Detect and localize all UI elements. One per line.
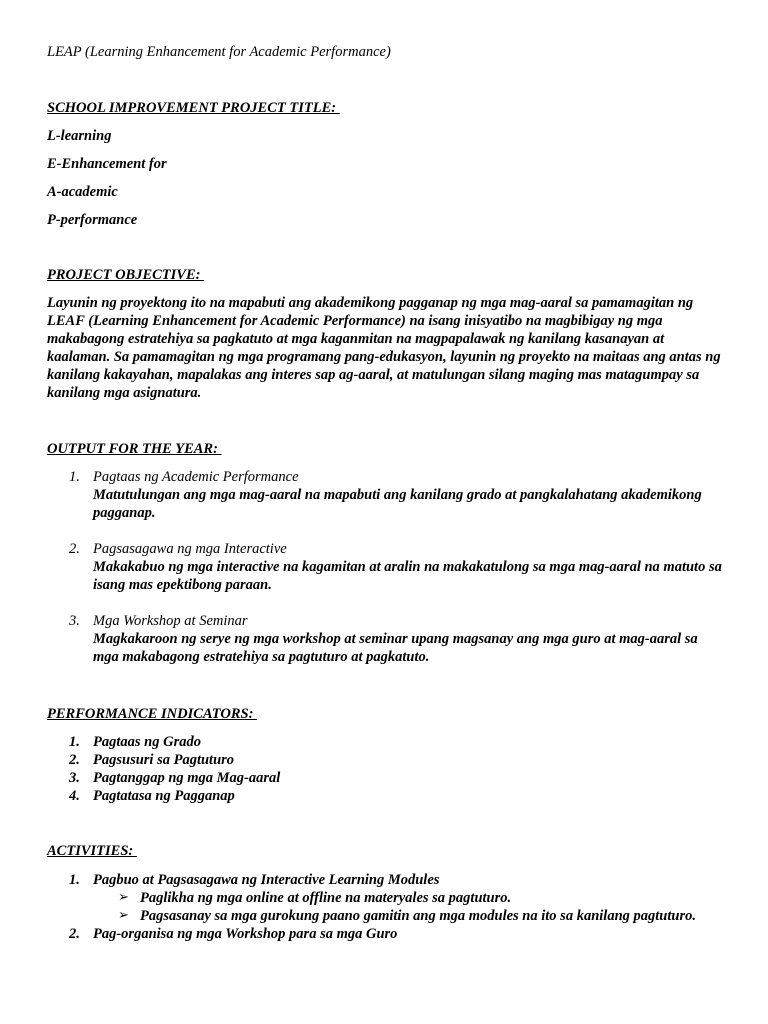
output-heading: OUTPUT FOR THE YEAR: xyxy=(47,441,222,457)
indicator-list xyxy=(47,733,727,805)
output-item-description: Matutulungan ang mga mag-aaral na mapabuti ang kanilang grado at pangkalahatang akademikong pagganap. xyxy=(93,487,702,521)
performance-indicators-heading: PERFORMANCE INDICATORS: xyxy=(47,706,258,722)
output-list xyxy=(47,468,727,666)
activity-item xyxy=(47,925,727,943)
indicator-item-number: 3. xyxy=(69,770,80,786)
project-objective-text: Layunin ng proyektong ito na mapabuti ang akademikong pagganap ng mga mag-aaral sa pamamagitan ng LEAF (Learning Enhancement for Academic Performance) na isang inisyatibo na magbibigay ng mga makabagong estratehiya sa pagkatuto at mga kaganmitan na magpapalawak ng kanilang kasanayan at kaalaman. Sa pamamagitan ng mga programang pang-edukasyon, layunin ng proyekto na maitaas ang antas ng kanilang kakayahan, mapalakas ang interes sap ag-aaral, at matulungan silang maging mas matagumpay sa kanilang mga asignatura. xyxy=(47,295,721,401)
output-item-number: 3. xyxy=(69,613,80,629)
acronym-line-e: E-Enhancement for xyxy=(47,156,167,172)
acronym-line-p: P-performance xyxy=(47,212,138,228)
indicator-item xyxy=(47,769,727,787)
indicator-item xyxy=(47,787,727,805)
activity-item xyxy=(47,871,727,889)
arrow-bullet-icon: ➢ xyxy=(118,908,129,923)
indicator-item-text: Pagtanggap ng mga Mag-aaral xyxy=(93,770,281,786)
arrow-bullet-icon: ➢ xyxy=(118,890,129,905)
activity-item-number: 2. xyxy=(69,926,80,942)
indicator-item-number: 1. xyxy=(69,734,80,750)
output-item-title: Mga Workshop at Seminar xyxy=(93,613,248,629)
activity-subitem-text: Pagsasanay sa mga gurokung paano gamitin ang mga modules na ito sa kanilang pagtuturo. xyxy=(140,908,696,924)
acronym-line-a: A-academic xyxy=(47,184,118,200)
project-objective-heading: PROJECT OBJECTIVE: xyxy=(47,267,205,283)
activity-subitem xyxy=(47,889,700,907)
activity-item-number: 1. xyxy=(69,872,80,888)
indicator-item-number: 4. xyxy=(69,788,80,804)
indicator-item-text: Pagtaas ng Grado xyxy=(93,734,201,750)
output-item xyxy=(47,612,727,666)
activity-item-text: Pag-organisa ng mga Workshop para sa mga Guro xyxy=(93,926,398,942)
activity-subitem-text: Paglikha ng mga online at offline na materyales sa pagtuturo. xyxy=(140,890,512,906)
output-item-description: Makakabuo ng mga interactive na kagamitan at aralin na makakatulong sa mga mag-aaral na matuto sa isang mas epektibong paraan. xyxy=(93,559,722,593)
acronym-line-l: L-learning xyxy=(47,128,112,144)
output-item-description: Magkakaroon ng serye ng mga workshop at seminar upang magsanay ang mga guro at mag-aaral sa mga makabagong estratehiya sa pagtuturo at pagkatuto. xyxy=(93,631,698,665)
output-item-number: 2. xyxy=(69,541,80,557)
document-page xyxy=(47,0,727,1024)
output-item xyxy=(47,468,727,522)
indicator-item-text: Pagsusuri sa Pagtuturo xyxy=(93,752,235,768)
indicator-item-number: 2. xyxy=(69,752,80,768)
output-item xyxy=(47,540,727,594)
indicator-item xyxy=(47,733,727,751)
project-title-heading: SCHOOL IMPROVEMENT PROJECT TITLE: xyxy=(47,100,340,116)
indicator-item xyxy=(47,751,727,769)
indicator-item-text: Pagtatasa ng Pagganap xyxy=(93,788,235,804)
activity-list xyxy=(47,871,727,943)
output-item-title: Pagtaas ng Academic Performance xyxy=(93,469,299,485)
output-item-number: 1. xyxy=(69,469,80,485)
activity-item-text: Pagbuo at Pagsasagawa ng Interactive Learning Modules xyxy=(93,872,440,888)
document-title: LEAP (Learning Enhancement for Academic Performance) xyxy=(47,44,391,60)
output-item-title: Pagsasagawa ng mga Interactive xyxy=(93,541,287,557)
activity-subitem xyxy=(47,907,700,925)
activities-heading: ACTIVITIES: xyxy=(47,843,137,859)
